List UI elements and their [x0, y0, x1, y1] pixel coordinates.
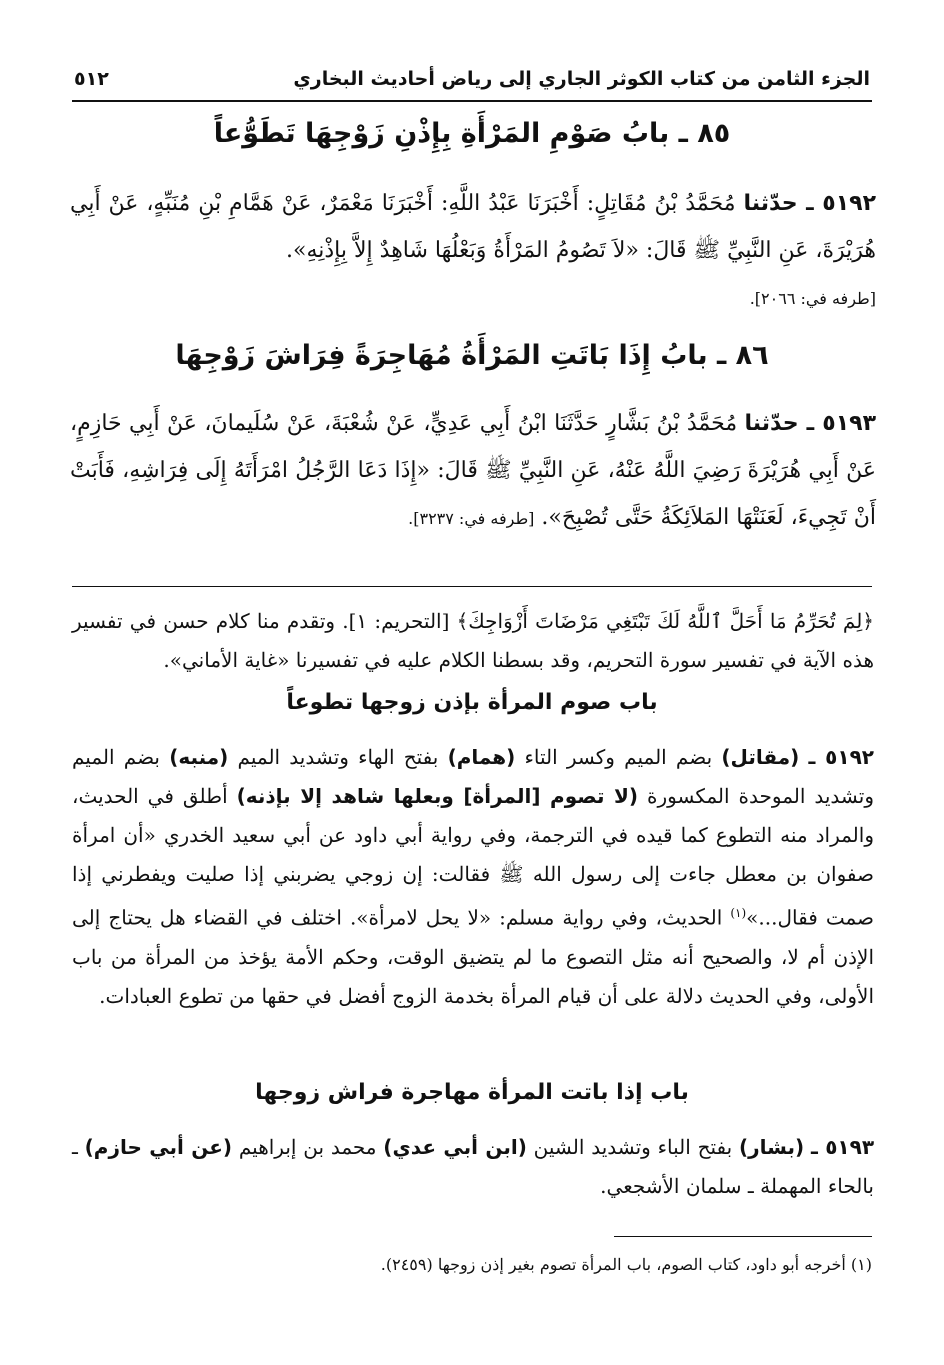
- footnote-rule: [614, 1236, 872, 1237]
- term-ibn-abi-adi: (ابن أبي عدي): [383, 1135, 527, 1159]
- term-abi-hazim: (عن أبي حازم): [84, 1135, 233, 1159]
- commentary-5192-number: ٥١٩٢ ـ: [808, 745, 874, 769]
- term-munabbih: (منبه): [169, 745, 229, 769]
- hadith-5192-taraf: [طرفه في: ٢٠٦٦].: [749, 289, 876, 308]
- commentary-5193: [72, 1128, 874, 1206]
- commentary-text: أطلق في الحديث، والمراد منه التطوع كما قيده في الترجمة، وفي رواية أبي داود عن أبي سعيد الخدري «أن امرأة صفوان بن معطل جاءت إلى رسول الله ﷺ فقالت: إن زوجي يضربني إذا صليت ويفطرني إذا صمت فقال...»: [72, 784, 874, 930]
- commentary-separator: [72, 586, 872, 587]
- page-number: ٥١٢: [74, 68, 109, 90]
- hadith-5193-number: ٥١٩٣ ـ حدّثنا: [744, 411, 876, 436]
- commentary-chapter-85-title: باب صوم المرأة بإذن زوجها تطوعاً: [286, 690, 658, 715]
- footnote: (١) أخرجه أبو داود، كتاب الصوم، باب المرأة تصوم بغير إذن زوجها (٢٤٥٩).: [380, 1255, 872, 1274]
- commentary-text: ـ بالحاء المهملة ـ سلمان الأشجعي.: [72, 1135, 874, 1198]
- commentary-5192: [72, 738, 874, 1016]
- commentary-text: بضم الميم وتشديد الموحدة المكسورة: [72, 745, 875, 808]
- hadith-5193: [70, 400, 876, 542]
- header-rule: [72, 100, 872, 102]
- quoted-hadith-phrase: (لا تصوم [المرأة] وبعلها شاهد إلا بإذنه): [236, 784, 639, 808]
- hadith-5192-text: مُحَمَّدُ بْنُ مُقَاتِلٍ: أَخْبَرَنَا عَبْدُ اللَّهِ: أَخْبَرَنَا مَعْمَرٌ، عَنْ هَمَّامِ بْنِ مُنَبِّهٍ، عَنْ أَبِي هُرَيْرَةَ، عَنِ النَّبِيِّ ﷺ قَالَ: «لاَ تَصُومُ المَرْأَةُ وَبَعْلُهَا شَاهِدٌ إِلاَّ بِإِذْنِهِ».: [70, 191, 876, 263]
- commentary-continuation: ﴿لِمَ تُحَرِّمُ مَا أَحَلَّ ٱللَّهُ لَكَ تَبْتَغِي مَرْضَاتَ أَزْوَاجِكَ﴾ [التحريم: ١]. وتقدم منا كلام حسن في تفسير هذه الآية في تفسير سورة التحريم، وقد بسطنا الكلام عليه في تفسيرنا «غاية الأماني».: [72, 609, 875, 672]
- commentary-chapter-86-title: باب إذا باتت المرأة مهاجرة فراش زوجها: [255, 1080, 689, 1105]
- term-bashshar: (بشار): [739, 1135, 805, 1159]
- commentary-text: بفتح الهاء وتشديد الميم: [228, 745, 448, 769]
- commentary-5193-number: ٥١٩٣ ـ: [810, 1135, 875, 1159]
- chapter-86-title: ٨٦ ـ بابُ إِذَا بَاتَتِ المَرْأَةُ مُهَاجِرَةً فِرَاشَ زَوْجِهَا: [175, 340, 769, 371]
- term-muqatil: (مقاتل): [721, 745, 800, 769]
- running-header: [74, 62, 870, 96]
- hadith-5193-text: مُحَمَّدُ بْنُ بَشَّارٍ حَدَّثَنَا ابْنُ أَبِي عَدِيٍّ، عَنْ شُعْبَةَ، عَنْ سُلَيمانَ، عَنْ أَبِي حَازِمٍ، عَنْ أَبِي هُرَيْرَةَ رَضِيَ اللَّهُ عَنْهُ، عَنِ النَّبِيِّ ﷺ قَالَ: «إِذَا دَعَا الرَّجُلُ امْرَأَتَهُ إِلَى فِرَاشِهِ، فَأَبَتْ أَنْ تَجِيءَ، لَعَنَتْهَا المَلاَئِكَةُ حَتَّى تُصْبِحَ».: [70, 411, 876, 530]
- book-title: الجزء الثامن من كتاب الكوثر الجاري إلى رياض أحاديث البخاري: [293, 68, 870, 90]
- hadith-5192-number: ٥١٩٢ ـ حدّثنا: [743, 191, 877, 216]
- commentary-text: الحديث، وفي رواية مسلم: «لا يحل لامرأة». اختلف في القضاء هل يحتاج إلى الإذن أم لا، والصحيح أنه مثل التصوع ما لم يتضيق الوقت، وحكم الأمة يؤخذ من المرأة من باب الأولى، وفي الحديث دلالة على أن قيام المرأة بخدمة الزوج أفضل في حقها من تطوع العبادات.: [72, 905, 874, 1008]
- commentary-text: بفتح الباء وتشديد الشين: [526, 1135, 739, 1159]
- commentary-text: بضم الميم وكسر التاء: [515, 745, 722, 769]
- hadith-5192: [70, 180, 876, 322]
- commentary-text: محمد بن إبراهيم: [232, 1135, 384, 1159]
- term-hammam: (همام): [447, 745, 516, 769]
- chapter-85-title: ٨٥ ـ بابُ صَوْمِ المَرْأَةِ بِإِذْنِ زَوْجِهَا تَطَوُّعاً: [213, 118, 731, 149]
- footnote-marker: (١): [730, 906, 747, 920]
- hadith-5193-taraf: [طرفه في: ٣٢٣٧].: [408, 509, 535, 528]
